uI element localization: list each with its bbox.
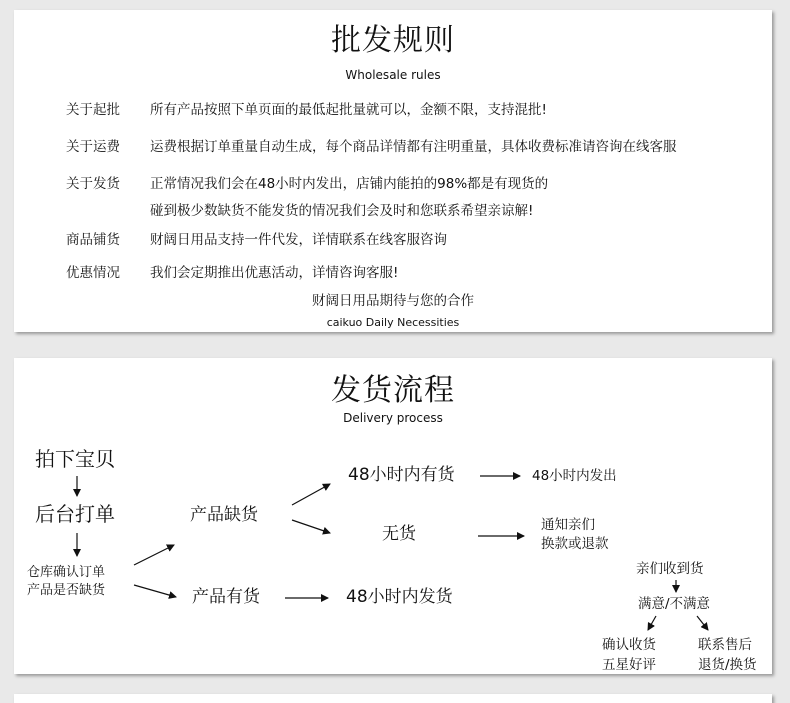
rule-label-shipping-fee: 关于运费 <box>66 139 120 155</box>
step-place-order: 拍下宝贝 <box>35 447 115 471</box>
rule-text-shipping-fee: 运费根据订单重量自动生成，每个商品详情都有注明重量，具体收费标准请咨询在线客服 <box>150 139 677 155</box>
wholesale-rules-panel <box>14 10 772 332</box>
step-no-stock: 无货 <box>382 524 416 544</box>
step-restock-48h: 48小时内有货 <box>348 465 455 485</box>
rule-label-discount: 优惠情况 <box>66 265 120 281</box>
rule-label-dropship: 商品铺货 <box>66 232 120 248</box>
rule-label-dispatch: 关于发货 <box>66 176 120 192</box>
closing-message-cn: 财阔日用品期待与您的合作 <box>312 293 474 309</box>
step-return-exchange: 退货/换货 <box>698 657 757 673</box>
step-in-stock: 产品有货 <box>192 587 260 607</box>
rule-label-min-order: 关于起批 <box>66 102 120 118</box>
step-exchange-or-refund: 换款或退款 <box>541 536 609 552</box>
step-five-star-review: 五星好评 <box>602 657 656 673</box>
delivery-process-title: 发货流程 <box>331 373 455 408</box>
step-out-of-stock: 产品缺货 <box>190 505 258 525</box>
wholesale-rules-title: 批发规则 <box>331 23 455 58</box>
step-confirm-receipt: 确认收货 <box>602 637 656 653</box>
step-contact-aftersale: 联系售后 <box>698 637 752 653</box>
delivery-process-panel <box>14 358 772 674</box>
step-backend-print: 后台打单 <box>35 502 115 526</box>
rule-text-dispatch-line1: 正常情况我们会在48小时内发出，店铺内能拍的98%都是有现货的 <box>150 176 549 192</box>
wholesale-rules-subtitle: Wholesale rules <box>345 68 441 82</box>
step-ship-within-48h: 48小时内发出 <box>532 468 617 484</box>
rule-text-discount: 我们会定期推出优惠活动，详情咨询客服! <box>150 265 399 281</box>
next-section-panel <box>14 694 772 703</box>
rule-text-min-order: 所有产品按照下单页面的最低起批量就可以，金额不限，支持混批! <box>150 102 547 118</box>
step-notify-customer: 通知亲们 <box>541 517 595 533</box>
rule-text-dropship: 财阔日用品支持一件代发，详情联系在线客服咨询 <box>150 232 447 248</box>
step-dispatch-48h: 48小时内发货 <box>346 587 453 607</box>
step-warehouse-confirm: 仓库确认订单 <box>27 565 106 580</box>
closing-message-en: caikuo Daily Necessities <box>326 316 460 329</box>
step-warehouse-check-stock: 产品是否缺货 <box>27 583 106 598</box>
step-satisfaction: 满意/不满意 <box>638 596 711 612</box>
delivery-process-subtitle: Delivery process <box>343 411 443 425</box>
rule-text-dispatch-line2: 碰到极少数缺货不能发货的情况我们会及时和您联系希望亲谅解! <box>150 203 534 219</box>
step-goods-received: 亲们收到货 <box>636 561 704 577</box>
